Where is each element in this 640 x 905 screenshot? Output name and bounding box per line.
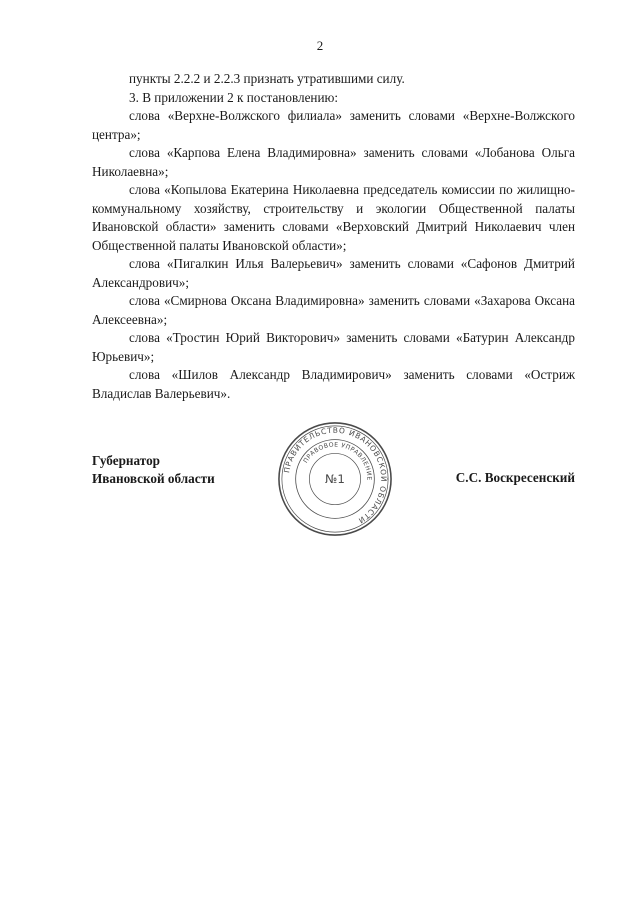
signer-title-line2: Ивановской области	[92, 471, 215, 486]
signer-title	[92, 452, 215, 488]
paragraph: слова «Шилов Александр Владимирович» заменить словами «Остриж Владислав Валерьевич».	[92, 367, 575, 401]
paragraph: слова «Пигалкин Илья Валерьевич» заменить словами «Сафонов Дмитрий Александрович»;	[92, 256, 575, 290]
signer-name: С.С. Воскресенский	[455, 470, 575, 485]
official-seal	[276, 420, 394, 538]
paragraph: слова «Копылова Екатерина Николаевна председатель комиссии по жилищно-коммунальному хозяйству, строительству и экологии Общественной палаты Ивановской области» заменить словами «Верховский Дмитрий Николаевич член Общественной палаты Ивановской области»;	[92, 182, 575, 253]
signature-block	[92, 425, 575, 540]
paragraph: слова «Верхне-Волжского филиала» заменить словами «Верхне-Волжского центра»;	[92, 108, 575, 142]
seal-inner-text: ПРАВОВОЕ УПРАВЛЕНИЕ	[302, 441, 373, 481]
signer-title-line1: Губернатор	[92, 453, 160, 468]
paragraph: слова «Смирнова Оксана Владимировна» заменить словами «Захарова Оксана Алексеевна»;	[92, 293, 575, 327]
paragraph: пункты 2.2.2 и 2.2.3 признать утратившими силу.	[129, 71, 405, 86]
paragraph: 3. В приложении 2 к постановлению:	[129, 89, 339, 105]
document-body	[92, 70, 575, 403]
paragraph: слова «Тростин Юрий Викторович» заменить словами «Батурин Александр Юрьевич»;	[92, 330, 575, 364]
paragraph: слова «Карпова Елена Владимировна» заменить словами «Лобанова Ольга Николаевна»;	[92, 145, 575, 179]
seal-outer-text: ПРАВИТЕЛЬСТВО ИВАНОВСКОЙ ОБЛАСТИ	[282, 425, 389, 526]
seal-center-text: №1	[325, 471, 345, 486]
page-number: 2	[316, 38, 324, 53]
